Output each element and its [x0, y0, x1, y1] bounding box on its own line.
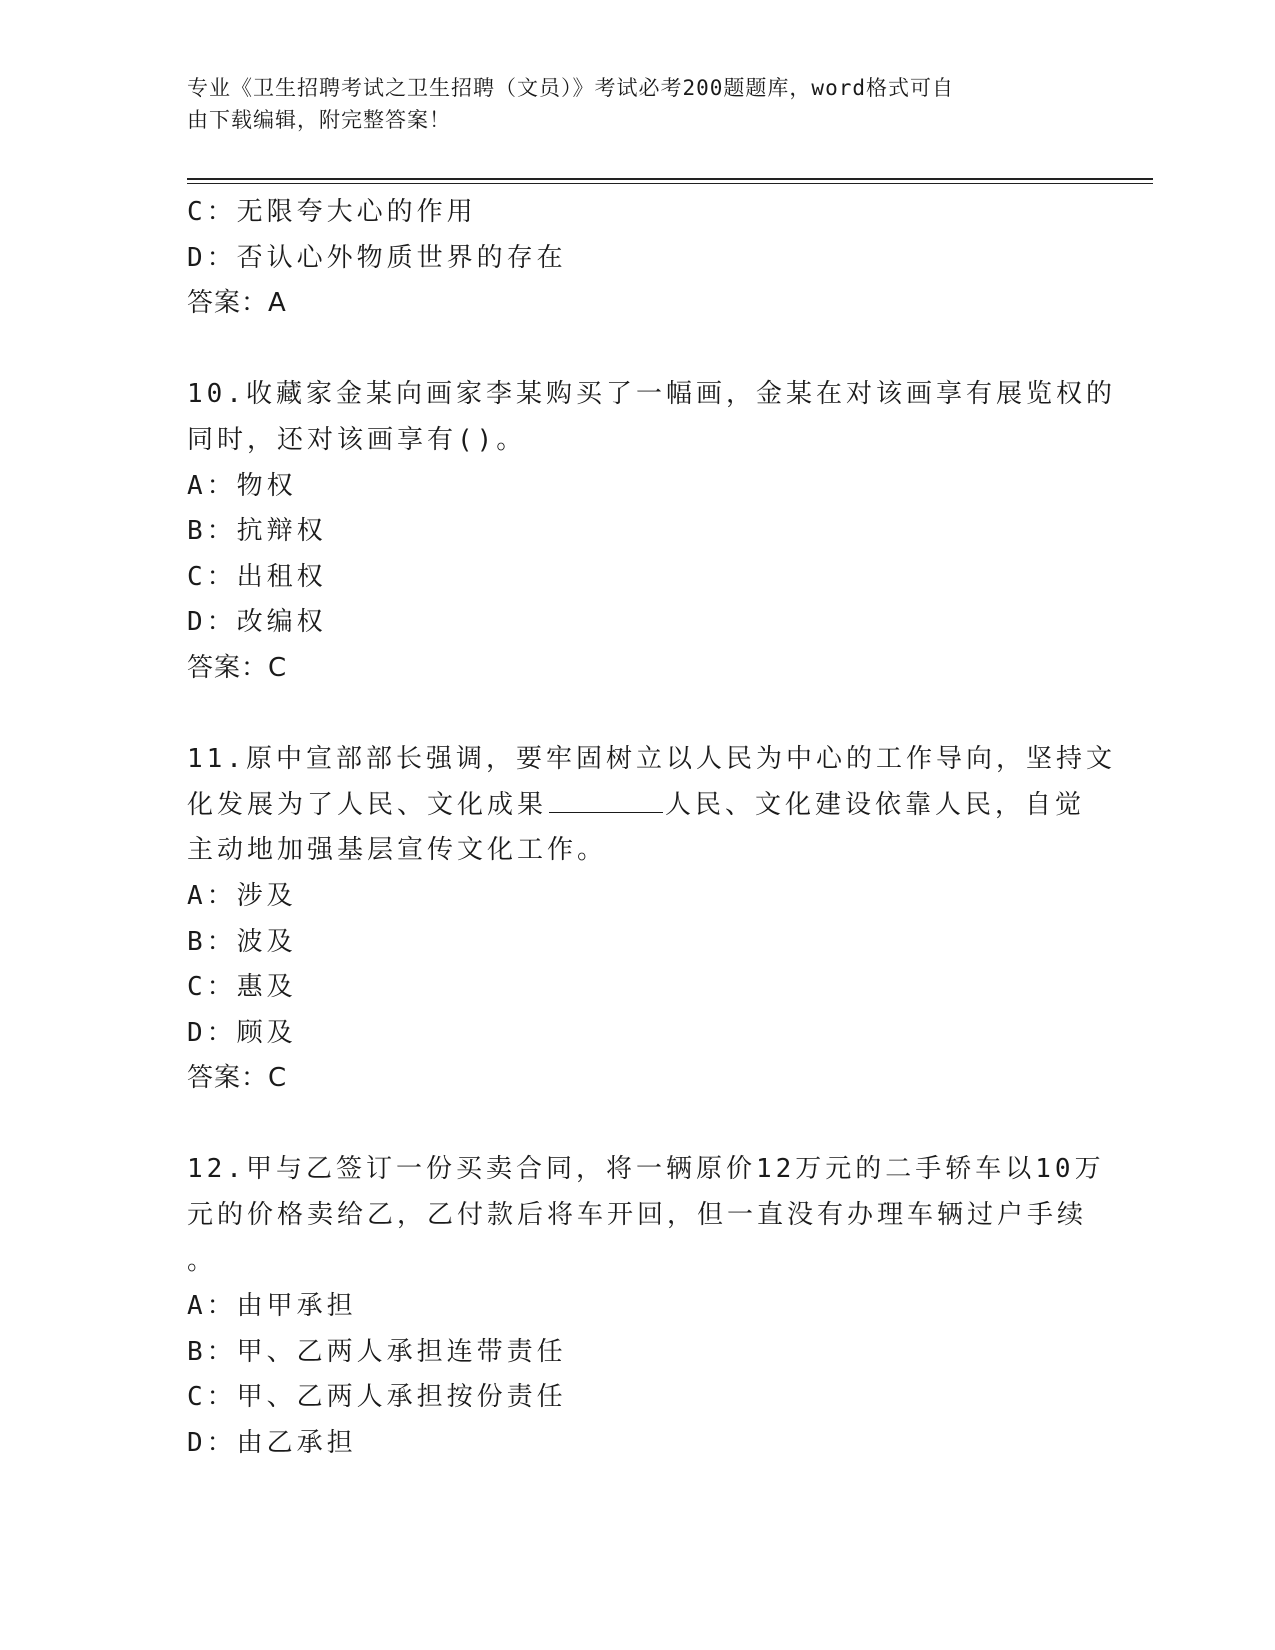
option-c: C：惠及 — [187, 972, 297, 1003]
option-d: D：由乙承担 — [187, 1428, 357, 1459]
spacer — [187, 1102, 1087, 1148]
question-11 — [187, 737, 1116, 1102]
option-c: C：出租权 — [187, 561, 327, 592]
question-stem-line: 同时，还对该画享有()。 — [187, 424, 527, 455]
option-c: C：无限夸大心的作用 — [187, 197, 477, 227]
fill-in-blank — [549, 788, 663, 813]
header-title-line-1: 专业《卫生招聘考试之卫生招聘（文员）》考试必考200题题库，word格式可自 — [187, 76, 954, 100]
option-d: D：否认心外物质世界的存在 — [187, 242, 567, 273]
stem-text-before-blank: 化发展为了人民、文化成果 — [187, 789, 548, 820]
option-a: A：由甲承担 — [187, 1291, 357, 1322]
header-title-line-2: 由下载编辑，附完整答案！ — [187, 108, 451, 132]
answer-line: 答案：A — [187, 288, 287, 319]
spacer — [187, 692, 1087, 738]
question-stem-line — [187, 783, 1087, 829]
question-12 — [187, 1147, 1105, 1466]
option-b: B：波及 — [187, 926, 297, 957]
question-stem-line: 11.原中宣部部长强调，要牢固树立以人民为中心的工作导向，坚持文 — [187, 744, 1116, 775]
question-stem-line: 。 — [187, 1245, 218, 1276]
answer-line: 答案：C — [187, 652, 288, 683]
header-divider-thick — [187, 178, 1153, 180]
option-c: C：甲、乙两人承担按份责任 — [187, 1382, 567, 1413]
option-b: B：抗辩权 — [187, 516, 327, 547]
answer-line: 答案：C — [187, 1063, 288, 1094]
spacer — [187, 327, 1087, 373]
previous-question — [187, 190, 1087, 327]
option-d: D：改编权 — [187, 607, 327, 638]
question-stem-line: 元的价格卖给乙，乙付款后将车开回，但一直没有办理车辆过户手续 — [187, 1200, 1088, 1231]
question-10 — [187, 372, 1116, 691]
option-b: B：甲、乙两人承担连带责任 — [187, 1336, 567, 1367]
header-divider-thin — [187, 183, 1153, 184]
question-stem-line: 主动地加强基层宣传文化工作。 — [187, 835, 608, 866]
question-stem-line: 12.甲与乙签订一份买卖合同，将一辆原价12万元的二手轿车以10万 — [187, 1154, 1105, 1185]
option-d: D：顾及 — [187, 1017, 297, 1048]
question-stem-line: 10.收藏家金某向画家李某购买了一幅画，金某在对该画享有展览权的 — [187, 379, 1116, 410]
option-a: A：物权 — [187, 470, 297, 501]
document-header — [187, 72, 1067, 136]
option-a: A：涉及 — [187, 880, 297, 911]
question-list — [187, 190, 1116, 1467]
stem-text-after-blank: 人民、文化建设依靠人民，自觉 — [665, 789, 1086, 820]
